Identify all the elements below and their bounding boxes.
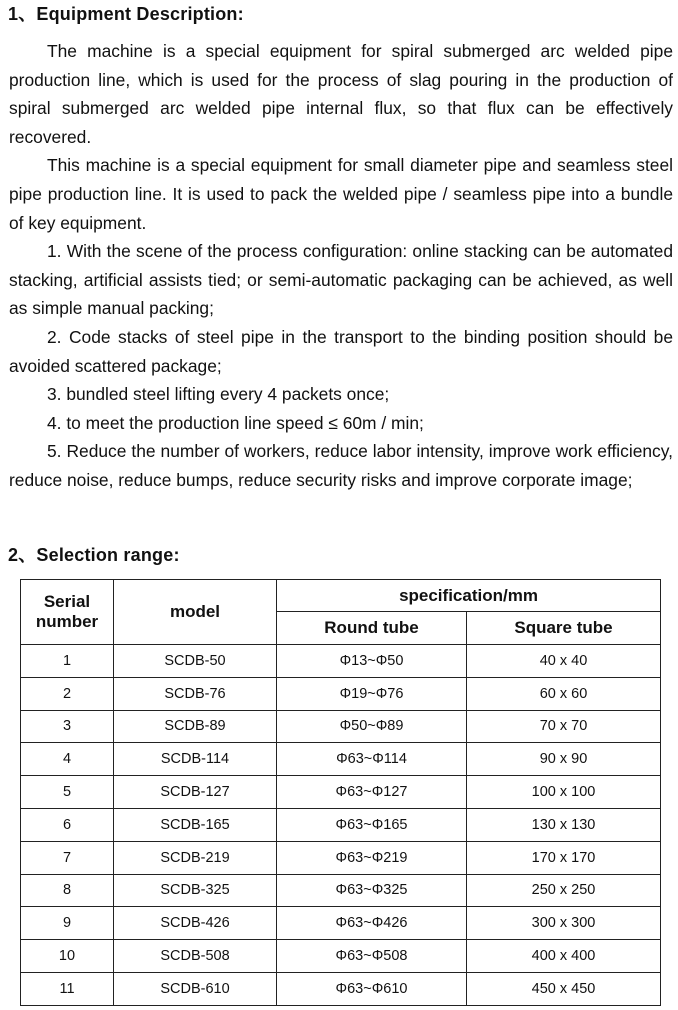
cell-serial: 2 xyxy=(21,677,114,710)
cell-square: 250 x 250 xyxy=(467,874,661,907)
paragraph: 2. Code stacks of steel pipe in the transport to the binding position should be avoided scattered package; xyxy=(9,326,673,376)
cell-model: SCDB-610 xyxy=(114,972,277,1005)
table-row xyxy=(21,808,661,841)
equipment-description-body xyxy=(9,37,673,495)
cell-square: 70 x 70 xyxy=(467,710,661,743)
cell-square: 100 x 100 xyxy=(467,776,661,809)
cell-model: SCDB-50 xyxy=(114,645,277,678)
section-heading-equipment-description: 1、Equipment Description: xyxy=(8,4,244,24)
paragraph: 5. Reduce the number of workers, reduce labor intensity, improve work efficiency, reduce noise, reduce bumps, reduce security risks and improve corporate image; xyxy=(9,441,673,490)
paragraph: This machine is a special equipment for small diameter pipe and seamless steel pipe production line. It is used to pack the welded pipe / seamless pipe into a bundle of key equipment. xyxy=(9,155,673,233)
cell-model: SCDB-219 xyxy=(114,841,277,874)
cell-round: Φ63~Φ508 xyxy=(277,940,467,973)
cell-square: 90 x 90 xyxy=(467,743,661,776)
header-serial-number: Serial number xyxy=(21,580,114,645)
table-row xyxy=(21,940,661,973)
cell-serial: 5 xyxy=(21,776,114,809)
cell-model: SCDB-89 xyxy=(114,710,277,743)
cell-round: Φ63~Φ426 xyxy=(277,907,467,940)
cell-round: Φ63~Φ610 xyxy=(277,972,467,1005)
section-heading-selection-range: 2、Selection range: xyxy=(8,545,180,565)
cell-square: 170 x 170 xyxy=(467,841,661,874)
cell-serial: 11 xyxy=(21,972,114,1005)
cell-square: 450 x 450 xyxy=(467,972,661,1005)
cell-round: Φ63~Φ219 xyxy=(277,841,467,874)
cell-model: SCDB-165 xyxy=(114,808,277,841)
cell-serial: 6 xyxy=(21,808,114,841)
cell-round: Φ63~Φ325 xyxy=(277,874,467,907)
cell-round: Φ63~Φ114 xyxy=(277,743,467,776)
cell-round: Φ63~Φ127 xyxy=(277,776,467,809)
cell-model: SCDB-325 xyxy=(114,874,277,907)
cell-round: Φ50~Φ89 xyxy=(277,710,467,743)
cell-model: SCDB-114 xyxy=(114,743,277,776)
paragraph: 3. bundled steel lifting every 4 packets once; xyxy=(47,384,390,405)
table-row xyxy=(21,874,661,907)
selection-range-table xyxy=(20,579,661,1006)
cell-square: 130 x 130 xyxy=(467,808,661,841)
header-round-tube: Round tube xyxy=(277,612,467,645)
cell-square: 400 x 400 xyxy=(467,940,661,973)
cell-model: SCDB-76 xyxy=(114,677,277,710)
table-row xyxy=(21,743,661,776)
table-row xyxy=(21,677,661,710)
cell-round: Φ19~Φ76 xyxy=(277,677,467,710)
cell-model: SCDB-127 xyxy=(114,776,277,809)
table-row xyxy=(21,972,661,1005)
table-row xyxy=(21,710,661,743)
paragraph: 4. to meet the production line speed ≤ 60m / min; xyxy=(47,412,424,433)
table-row xyxy=(21,907,661,940)
cell-serial: 4 xyxy=(21,743,114,776)
cell-serial: 9 xyxy=(21,907,114,940)
header-model: model xyxy=(114,580,277,645)
cell-square: 40 x 40 xyxy=(467,645,661,678)
cell-serial: 8 xyxy=(21,874,114,907)
cell-serial: 1 xyxy=(21,645,114,678)
cell-serial: 3 xyxy=(21,710,114,743)
cell-serial: 7 xyxy=(21,841,114,874)
cell-model: SCDB-426 xyxy=(114,907,277,940)
cell-square: 60 x 60 xyxy=(467,677,661,710)
cell-round: Φ13~Φ50 xyxy=(277,645,467,678)
table-row xyxy=(21,645,661,678)
cell-model: SCDB-508 xyxy=(114,940,277,973)
header-square-tube: Square tube xyxy=(467,612,661,645)
table-row xyxy=(21,841,661,874)
cell-round: Φ63~Φ165 xyxy=(277,808,467,841)
cell-serial: 10 xyxy=(21,940,114,973)
paragraph: 1. With the scene of the process configuration: online stacking can be automated stacking, artificial assists tied; or semi-automatic packaging can be achieved, as well as simple manual packing; xyxy=(9,241,673,319)
table-row xyxy=(21,776,661,809)
header-specification: specification/mm xyxy=(277,580,661,612)
paragraph: The machine is a special equipment for spiral submerged arc welded pipe production line, which is used for the process of slag pouring in the production of spiral submerged arc welded pipe internal flux, so that flux can be effectively recovered. xyxy=(9,41,673,147)
cell-square: 300 x 300 xyxy=(467,907,661,940)
